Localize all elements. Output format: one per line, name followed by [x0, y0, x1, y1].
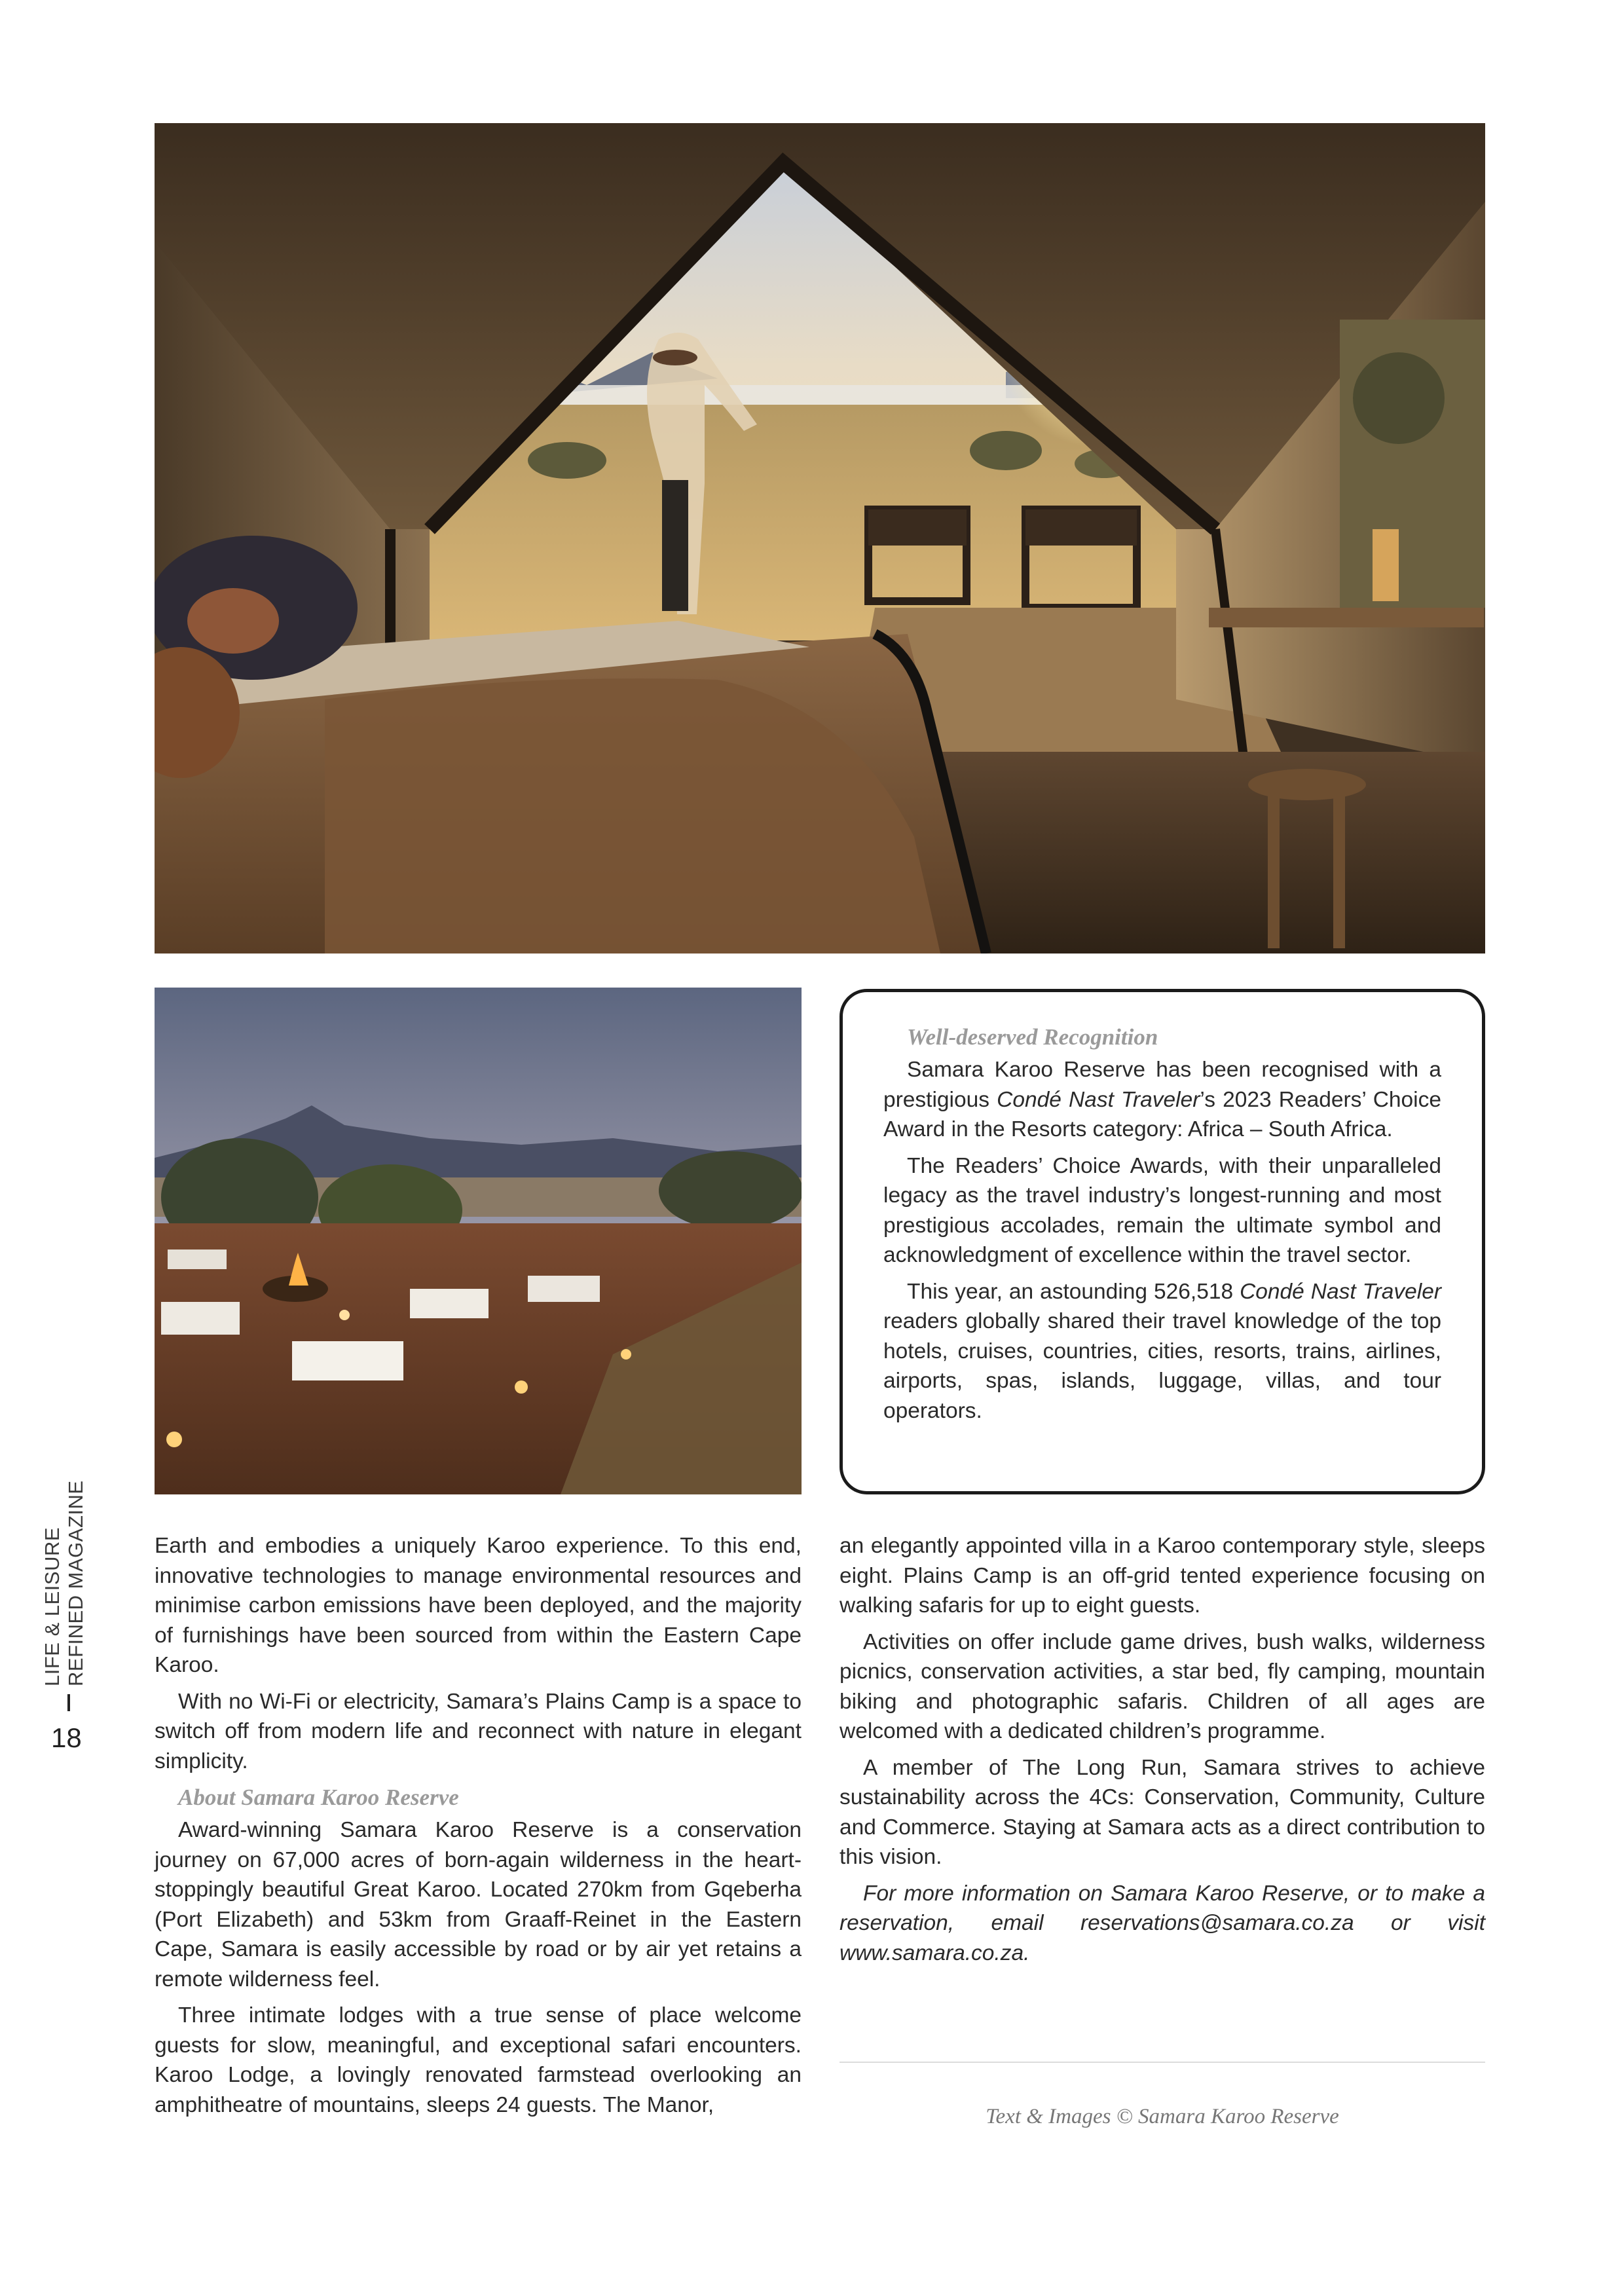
right-paragraph-2: Activities on offer include game drives, bush walks, wilderness picnics, conservation activities, a star bed, fly camping, mountain biking and photographic safaris. Children of all ages are welcomed with a dedicated children’s programme. [840, 1629, 1485, 1743]
right-paragraph-3: A member of The Long Run, Samara strives to achieve sustainability across the 4Cs: Conservation, Community, Culture and Commerce. Staying at Samara acts as a direct contribution to this vision. [840, 1755, 1485, 1869]
photo-credit: Text & Images © Samara Karoo Reserve [986, 2105, 1339, 2128]
recognition-paragraph-2: The Readers’ Choice Awards, with their unparalleled legacy as the travel industry’s longest-running and most prestigious accolades, remain the ultimate symbol and acknowledgment of excellence within the travel sector. [883, 1153, 1441, 1267]
about-heading: About Samara Karoo Reserve [178, 1785, 459, 1810]
recognition-p3-text-a: This year, an astounding 526,518 [907, 1279, 1240, 1304]
outdoor-dinner-photo [155, 988, 802, 1494]
left-paragraph-1: Earth and embodies a uniquely Karoo experience. To this end, innovative technologies to manage environmental resources and minimise carbon emissions have been deployed, and the majority of furnishings have been sourced from within the Eastern Cape Karoo. [155, 1534, 802, 1677]
section-label-line-1: LIFE & LEISURE [41, 1527, 64, 1686]
recognition-p3-text-b: readers globally shared their travel knowledge of the top hotels, cruises, countries, cities, resorts, trains, airlines, airports, spas, islands, luggage, villas, and tour operators. [883, 1309, 1441, 1423]
recognition-paragraph-3 [883, 1277, 1441, 1426]
right-column [840, 1531, 1485, 1974]
recognition-heading: Well-deserved Recognition [907, 1024, 1158, 1050]
credit-divider [840, 2062, 1485, 2063]
right-paragraph-1: an elegantly appointed villa in a Karoo contemporary style, sleeps eight. Plains Camp is an off-grid tented experience focusing on walking safaris for up to eight guests. [840, 1534, 1485, 1618]
recognition-p1-publication: Condé Nast Traveler [997, 1087, 1200, 1112]
recognition-box [840, 989, 1485, 1494]
page-number: 18 [51, 1722, 82, 1753]
recognition-p1-text-a: Samara Karoo Reserve has been recognised with a prestigious [883, 1058, 1441, 1112]
left-paragraph-2: With no Wi-Fi or electricity, Samara’s Plains Camp is a space to switch off from modern life and reconnect with nature in elegant simplicity. [155, 1689, 802, 1773]
recognition-paragraph-1 [883, 1055, 1441, 1145]
magazine-section-label [41, 1477, 93, 1686]
recognition-p1-text-b: ’s 2023 Readers’ Choice Award in the Resorts category: Africa – South Africa. [883, 1087, 1442, 1141]
left-paragraph-4: Three intimate lodges with a true sense of place welcome guests for slow, meaningful, and exceptional safari encounters. Karoo Lodge, a lovingly renovated farmstead overlooking an amphitheatre of mountains, sleeps 24 guests. The Manor, [155, 2003, 802, 2117]
outdoor-dinner-illustration [155, 988, 802, 1494]
contact-paragraph: For more information on Samara Karoo Reserve, or to make a reservation, email reservations@samara.co.za or visit www.samara.co.za. [840, 1881, 1485, 1965]
folio-divider [67, 1694, 70, 1711]
left-paragraph-3: Award-winning Samara Karoo Reserve is a conservation journey on 67,000 acres of born-again wilderness in the heart-stoppingly beautiful Great Karoo. Located 270km from Gqeberha (Port Elizabeth) and 53km from Graaff-Reinet in the Eastern Cape, Samara is easily accessible by road or by air yet retains a remote wilderness feel. [155, 1818, 802, 1991]
recognition-p3-publication: Condé Nast Traveler [1240, 1279, 1441, 1304]
section-label-line-2: REFINED MAGAZINE [64, 1480, 87, 1686]
tent-interior-photo [155, 123, 1485, 954]
tent-interior-illustration [155, 123, 1485, 954]
left-column [155, 1531, 802, 2126]
